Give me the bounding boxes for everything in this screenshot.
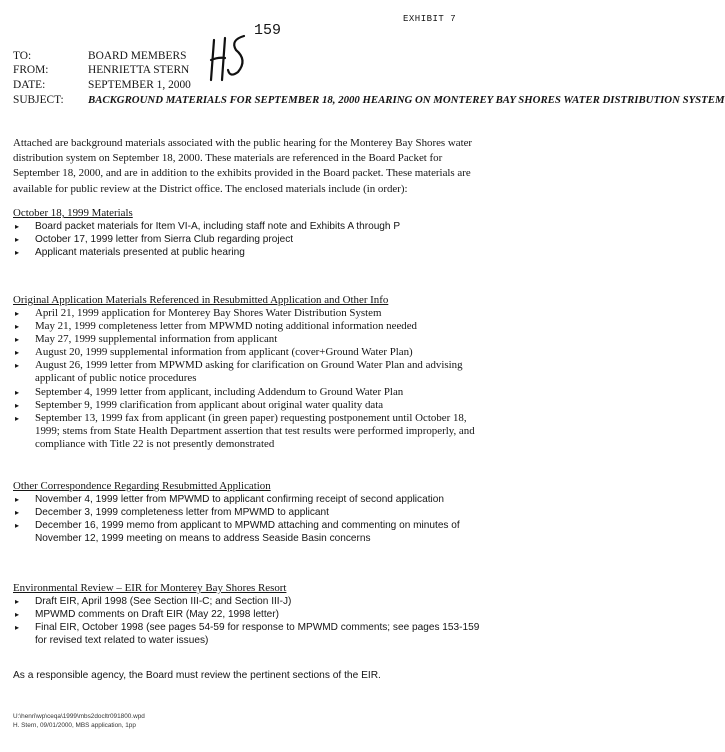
section-heading: Other Correspondence Regarding Resubmitted Application xyxy=(13,480,271,492)
intro-paragraph: Attached are background materials associated with the public hearing for the Monterey Bay Shores water distribution system on September 18, 2000. These materials are referenced in the Board Packet for September 18, 2000, and are in addition to the exhibits provided in the Board packet. These materials are available for public review at the District office. The enclosed materials include (in order): xyxy=(13,137,473,195)
section-heading: Original Application Materials Referenced in Resubmitted Application and Other Info xyxy=(13,294,389,306)
section-list xyxy=(13,220,485,259)
list-item: ▸ September 4, 1999 letter from applicant, including Addendum to Ground Water Plan xyxy=(15,385,404,398)
list-item: ▸ September 9, 1999 clarification from applicant about original water quality data xyxy=(15,398,384,411)
bullet-icon: ▸ xyxy=(15,508,20,518)
to-value: BOARD MEMBERS xyxy=(88,50,187,62)
author-line: H. Stern, 09/01/2000, MBS application, 1pp xyxy=(13,722,136,729)
section-heading: October 18, 1999 Materials xyxy=(13,207,133,219)
list-item: ▸ April 21, 1999 application for Monterey Bay Shores Water Distribution System xyxy=(15,307,382,319)
exhibit-label: EXHIBIT 7 xyxy=(403,14,457,24)
bullet-icon: ▸ xyxy=(15,521,20,531)
section-environmental-review xyxy=(13,581,485,647)
bullet-icon: ▸ xyxy=(15,623,20,633)
section-original-application xyxy=(13,293,485,451)
list-item: ▸ May 27, 1999 supplemental information from applicant xyxy=(15,333,278,346)
date-label: DATE: xyxy=(13,79,46,91)
list-item: ▸ September 13, 1999 fax from applicant (in green paper) requesting postponement until October 18, 1999; stems from State Health Department assertion that test results were performed improperly, and compliance with Title 22 is not presently demonstrated xyxy=(15,411,475,450)
list-item: ▸ November 4, 1999 letter from MPWMD to applicant confirming receipt of second application xyxy=(15,494,444,505)
bullet-icon: ▸ xyxy=(15,322,20,332)
bullet-icon: ▸ xyxy=(15,597,20,606)
section-oct-1999 xyxy=(13,206,485,259)
closing-paragraph: As a responsible agency, the Board must review the pertinent sections of the EIR. xyxy=(13,670,381,681)
page-number: 159 xyxy=(254,22,282,39)
list-item: ▸ August 20, 1999 supplemental information from applicant (cover+Ground Water Plan) xyxy=(15,346,413,359)
section-heading: Environmental Review – EIR for Monterey Bay Shores Resort xyxy=(13,582,287,594)
bullet-icon: ▸ xyxy=(15,348,20,358)
bullet-icon: ▸ xyxy=(15,309,20,318)
bullet-icon: ▸ xyxy=(15,248,20,258)
list-item: ▸ Draft EIR, April 1998 (See Section III-C; and Section III-J) xyxy=(15,596,292,607)
file-footer xyxy=(13,712,145,730)
subject-value: BACKGROUND MATERIALS FOR SEPTEMBER 18, 2000 HEARING ON MONTEREY BAY SHORES WATER DISTRIBUTION SYSTEM xyxy=(88,94,725,106)
section-list xyxy=(13,307,485,451)
list-item: ▸ Board packet materials for Item VI-A, including staff note and Exhibits A through P xyxy=(15,221,401,232)
handwritten-initials xyxy=(208,30,252,84)
bullet-icon: ▸ xyxy=(15,387,20,397)
bullet-icon: ▸ xyxy=(15,610,20,620)
list-item: ▸ May 21, 1999 completeness letter from MPWMD noting additional information needed xyxy=(15,320,418,333)
from-value: HENRIETTA STERN xyxy=(88,64,190,76)
list-item: ▸ MPWMD comments on Draft EIR (May 22, 1998 letter) xyxy=(15,609,279,621)
list-item: ▸ December 3, 1999 completeness letter from MPWMD to applicant xyxy=(15,507,329,519)
bullet-icon: ▸ xyxy=(15,413,20,423)
bullet-icon: ▸ xyxy=(15,400,20,410)
list-item: ▸ August 26, 1999 letter from MPWMD asking for clarification on Ground Water Plan and advising applicant of public notice procedures xyxy=(15,359,463,385)
bullet-icon: ▸ xyxy=(15,361,20,371)
from-label: FROM: xyxy=(13,64,49,76)
list-item: ▸ Final EIR, October 1998 (see pages 54-59 for response to MPWMD comments; see pages 153-159 for revised text related to water issues) xyxy=(15,622,480,647)
section-list xyxy=(13,595,485,647)
to-label: TO: xyxy=(13,50,32,62)
file-path: U:\henri\wp\ceqa\1999\mbs2docltr091800.wpd xyxy=(13,713,145,720)
list-item: ▸ December 16, 1999 memo from applicant to MPWMD attaching and commenting on minutes of November 12, 1999 meeting on means to address Seaside Basin concerns xyxy=(15,520,460,545)
section-list xyxy=(13,493,485,545)
bullet-icon: ▸ xyxy=(15,222,20,231)
section-other-correspondence xyxy=(13,479,485,545)
list-item: ▸ Applicant materials presented at public hearing xyxy=(15,247,245,259)
bullet-icon: ▸ xyxy=(15,335,20,345)
bullet-icon: ▸ xyxy=(15,235,20,245)
list-item: ▸ October 17, 1999 letter from Sierra Club regarding project xyxy=(15,234,294,246)
date-value: SEPTEMBER 1, 2000 xyxy=(88,79,191,91)
subject-label: SUBJECT: xyxy=(13,94,64,106)
bullet-icon: ▸ xyxy=(15,495,20,504)
